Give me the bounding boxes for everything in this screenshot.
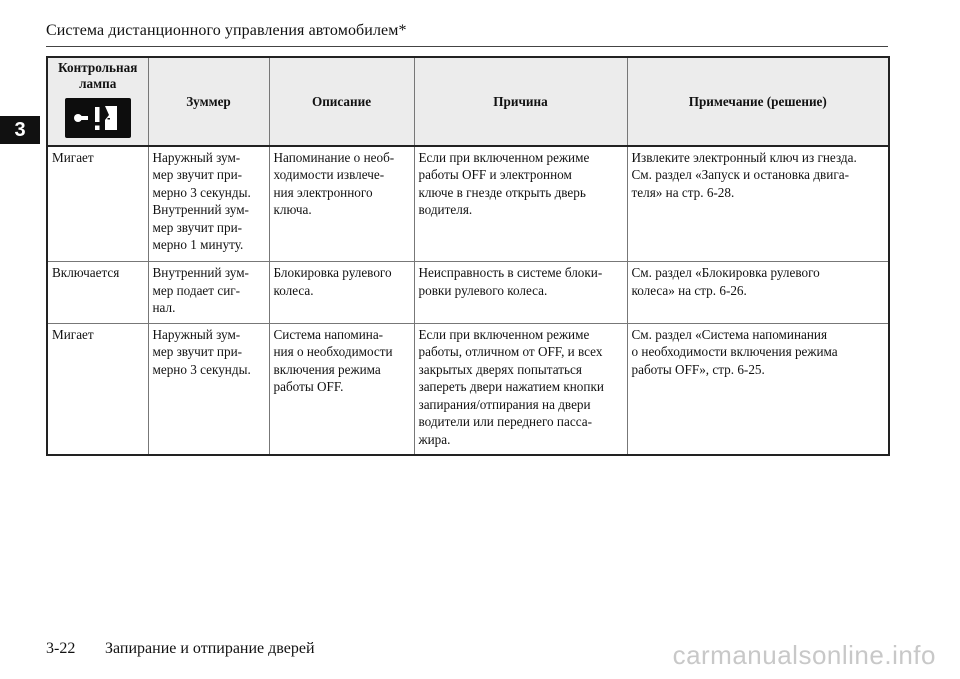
table-row <box>47 262 889 324</box>
cell-buzzer: Наружный зум- мер звучит при- мерно 3 секунды. Внутренний зум- мер звучит при- мерно 1 минуту. <box>148 146 269 262</box>
chapter-tab: 3 <box>0 116 40 144</box>
column-header-lamp <box>47 57 148 146</box>
cell-note: Извлеките электронный ключ из гнезда. См. раздел «Запуск и остановка двига- теля» на стр. 6-28. <box>627 146 889 262</box>
cell-cause: Неисправность в системе блоки- ровки рулевого колеса. <box>414 262 627 324</box>
cell-lamp: Мигает <box>47 323 148 455</box>
column-header-cause: Причина <box>414 57 627 146</box>
column-header-lamp-label: Контрольная лампа <box>58 60 138 91</box>
column-header-note: Примечание (решение) <box>627 57 889 146</box>
page-number: 3-22 <box>46 640 76 657</box>
door-key-warning-icon <box>65 98 131 138</box>
header-divider <box>46 46 888 47</box>
watermark: carmanualsonline.info <box>672 640 936 670</box>
table-header-row <box>47 57 889 146</box>
cell-buzzer: Внутренний зум- мер подает сиг- нал. <box>148 262 269 324</box>
running-header-title: Система дистанционного управления автомобилем* <box>46 22 407 39</box>
column-header-buzzer: Зуммер <box>148 57 269 146</box>
cell-cause: Если при включенном режиме работы OFF и электронном ключе в гнезде открыть дверь водителя. <box>414 146 627 262</box>
cell-note: См. раздел «Блокировка рулевого колеса» на стр. 6-26. <box>627 262 889 324</box>
cell-cause: Если при включенном режиме работы, отличном от OFF, и всех закрытых дверях попытаться запереть двери нажатием кнопки запирания/отпирания на двери водители или переднего пасса- жира. <box>414 323 627 455</box>
cell-description: Блокировка рулевого колеса. <box>269 262 414 324</box>
cell-lamp: Мигает <box>47 146 148 262</box>
table-row <box>47 146 889 262</box>
column-header-description: Описание <box>269 57 414 146</box>
cell-lamp: Включается <box>47 262 148 324</box>
cell-description: Система напомина- ния о необходимости включения режима работы OFF. <box>269 323 414 455</box>
section-title: Запирание и отпирание дверей <box>105 640 315 657</box>
warning-lamp-table <box>46 56 890 456</box>
cell-note: См. раздел «Система напоминания о необходимости включения режима работы OFF», стр. 6-25. <box>627 323 889 455</box>
cell-description: Напоминание о необ- ходимости извлече- ния электронного ключа. <box>269 146 414 262</box>
table-row <box>47 323 889 455</box>
cell-buzzer: Наружный зум- мер звучит при- мерно 3 секунды. <box>148 323 269 455</box>
